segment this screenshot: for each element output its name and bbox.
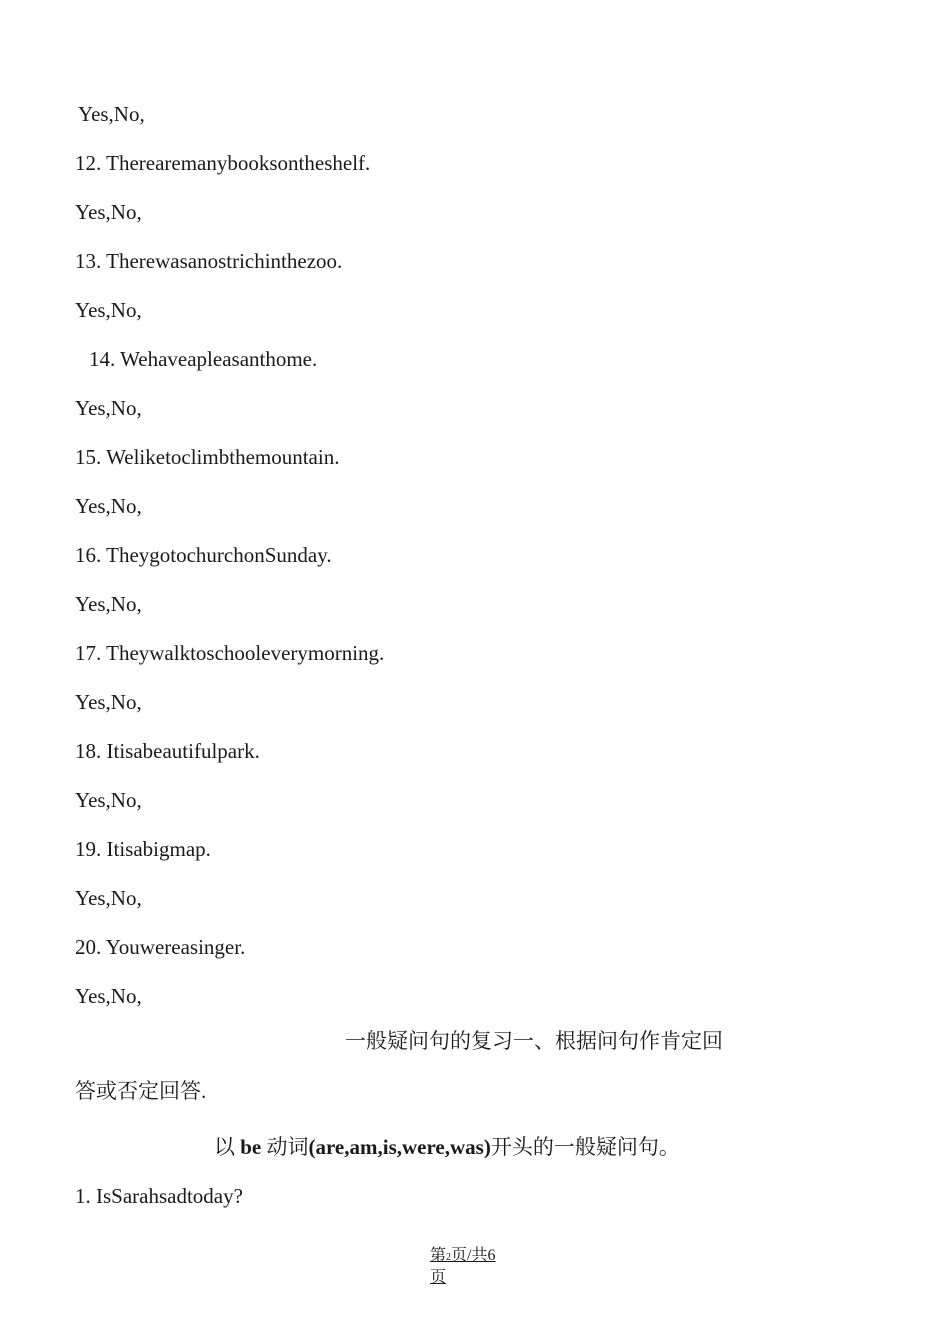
question-line: 13. Therewasanostrichinthezoo.: [75, 249, 343, 273]
footer-suffix: 页: [430, 1269, 447, 1286]
answer-line: Yes,No,: [75, 396, 142, 420]
question-line: 15. Weliketoclimbthemountain.: [75, 445, 340, 469]
footer-middle: 页/共: [451, 1247, 488, 1264]
footer-prefix: 第: [430, 1247, 447, 1264]
subtitle-mid: 动词: [261, 1135, 309, 1159]
question-line: 18. Itisabeautifulpark.: [75, 739, 260, 763]
subtitle-verbs: (are,am,is,were,was): [308, 1135, 491, 1159]
answer-line: Yes,No,: [75, 984, 142, 1008]
subtitle-suffix: 开头的一般疑问句。: [490, 1135, 680, 1159]
subtitle-be: be: [240, 1135, 262, 1159]
answer-line: Yes,No,: [75, 494, 142, 518]
question-line: 16. TheygotochurchonSunday.: [75, 543, 332, 567]
page-footer: [430, 1246, 495, 1288]
question-line: 17. Theywalktoschooleverymorning.: [75, 641, 385, 665]
section-subtitle: [214, 1134, 680, 1160]
question-line: 1. IsSarahsadtoday?: [75, 1184, 243, 1208]
answer-line: Yes,No,: [75, 298, 142, 322]
answer-line: Yes,No,: [75, 592, 142, 616]
section-title: 一般疑问句的复习一、根据问句作肯定回: [345, 1029, 723, 1053]
footer-page-number: 2: [446, 1252, 452, 1263]
answer-line: Yes,No,: [78, 102, 145, 126]
question-line: 19. Itisabigmap.: [75, 837, 211, 861]
answer-line: Yes,No,: [75, 886, 142, 910]
answer-line: Yes,No,: [75, 788, 142, 812]
question-line: 12. Therearemanybooksontheshelf.: [75, 151, 371, 175]
question-line: 20. Youwereasinger.: [75, 935, 246, 959]
subtitle-prefix: 以: [214, 1135, 241, 1159]
footer-total-pages: 6: [487, 1247, 496, 1264]
section-title-continued: 答或否定回答.: [75, 1079, 207, 1103]
answer-line: Yes,No,: [75, 200, 142, 224]
question-line: 14. Wehaveapleasanthome.: [89, 347, 318, 371]
answer-line: Yes,No,: [75, 690, 142, 714]
